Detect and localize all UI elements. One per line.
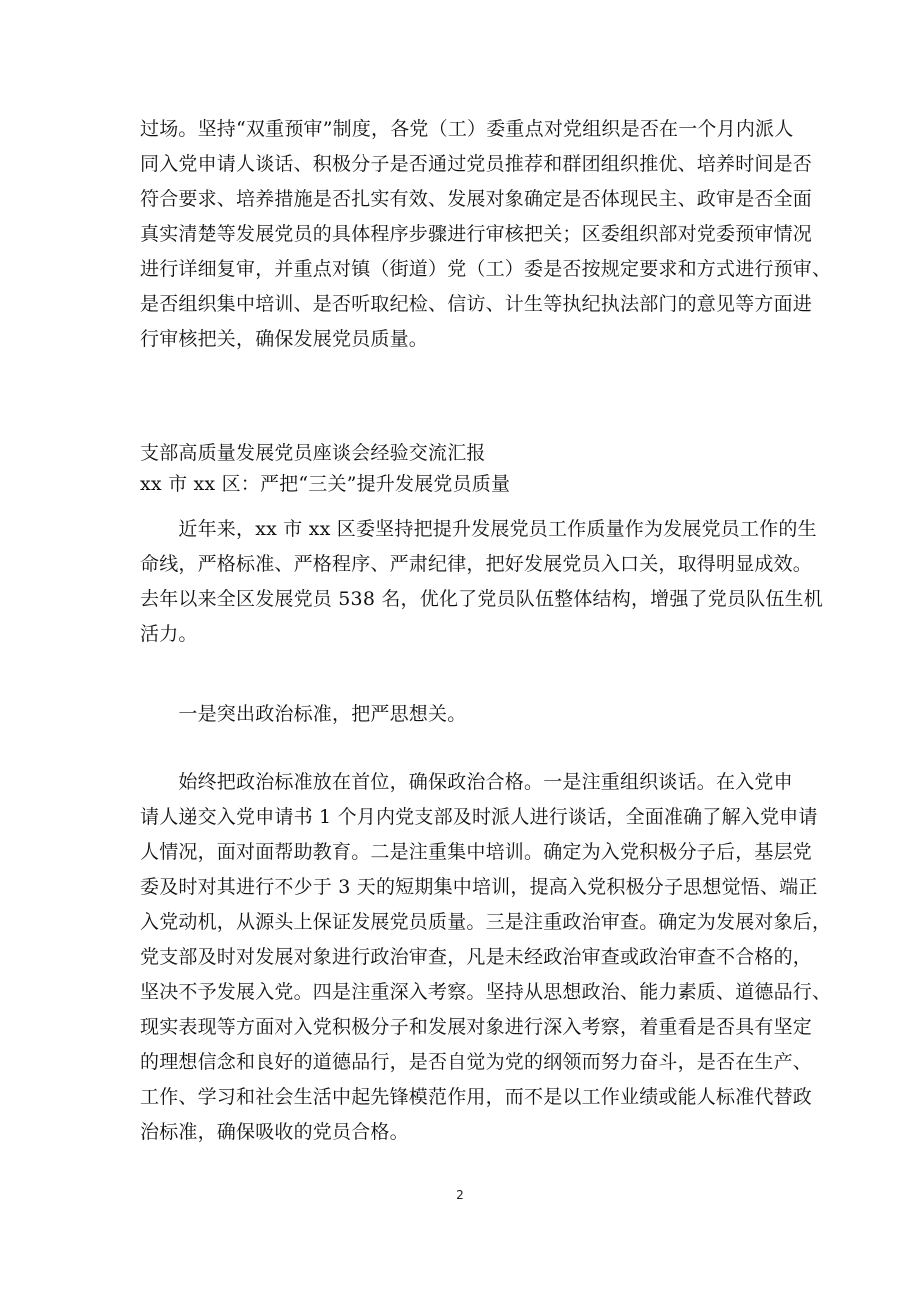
text-line: 命线，严格标准、严格程序、严肃纪律，把好发展党员入口关，取得明显成效。	[140, 553, 813, 575]
text-line: 进行详细复审，并重点对镇（街道）党（工）委是否按规定要求和方式进行预审、	[140, 258, 832, 280]
text-line: 去年以来全区发展党员 538 名，优化了党员队伍整体结构，增强了党员队伍生机	[140, 588, 823, 610]
section-heading-block	[140, 697, 790, 732]
text-line: 近年来，xx 市 xx 区委坚持把提升发展党员工作质量作为发展党员工作的生	[140, 518, 817, 540]
text-line: 始终把政治标准放在首位，确保政治合格。一是注重组织谈话。在入党申	[140, 771, 793, 793]
page-number: 2	[456, 1188, 464, 1202]
title-block	[140, 438, 790, 500]
text-line: 过场。坚持“双重预审”制度，各党（工）委重点对党组织是否在一个月内派人	[140, 118, 794, 140]
text-line: 坚决不予发展入党。四是注重深入考察。坚持从思想政治、能力素质、道德品行、	[140, 981, 832, 1003]
intro-paragraph	[140, 512, 823, 652]
text-line: 人情况，面对面帮助教育。二是注重集中培训。确定为入党积极分子后，基层党	[140, 841, 813, 863]
text-line: 入党动机，从源头上保证发展党员质量。三是注重政治审查。确定为发展对象后，	[140, 911, 832, 933]
text-line: 符合要求、培养措施是否扎实有效、发展对象确定是否体现民主、政审是否全面	[140, 188, 813, 210]
text-line: 工作、学习和社会生活中起先锋模范作用，而不是以工作业绩或能人标准代替政	[140, 1086, 813, 1108]
text-line: 同入党申请人谈话、积极分子是否通过党员推荐和群团组织推优、培养时间是否	[140, 153, 813, 175]
text-line: 是否组织集中培训、是否听取纪检、信访、计生等执纪执法部门的意见等方面进	[140, 293, 813, 315]
text-line: 党支部及时对发展对象进行政治审查，凡是未经政治审查或政治审查不合格的，	[140, 946, 813, 968]
text-line: 请人递交入党申请书 1 个月内党支部及时派人进行谈话，全面准确了解入党申请	[140, 806, 818, 828]
text-line: 现实表现等方面对入党积极分子和发展对象进行深入考察，着重看是否具有坚定	[140, 1016, 813, 1038]
text-line: 委及时对其进行不少于 3 天的短期集中培训，提高入党积极分子思想觉悟、端正	[140, 876, 818, 898]
text-line: 行审核把关，确保发展党员质量。	[140, 328, 429, 350]
text-line: 的理想信念和良好的道德品行，是否自觉为党的纲领而努力奋斗，是否在生产、	[140, 1051, 813, 1073]
paragraph-continued	[140, 112, 832, 357]
section-heading: 一是突出政治标准，把严思想关。	[140, 703, 467, 725]
text-line: 真实清楚等发展党员的具体程序步骤进行审核把关；区委组织部对党委预审情况	[140, 223, 813, 245]
text-line: 治标准，确保吸收的党员合格。	[140, 1121, 409, 1143]
text-line: 活力。	[140, 623, 198, 645]
section-body	[140, 765, 832, 1150]
document-subtitle: xx 市 xx 区：严把“三关”提升发展党员质量	[140, 473, 511, 495]
document-title: 支部高质量发展党员座谈会经验交流汇报	[140, 442, 486, 464]
